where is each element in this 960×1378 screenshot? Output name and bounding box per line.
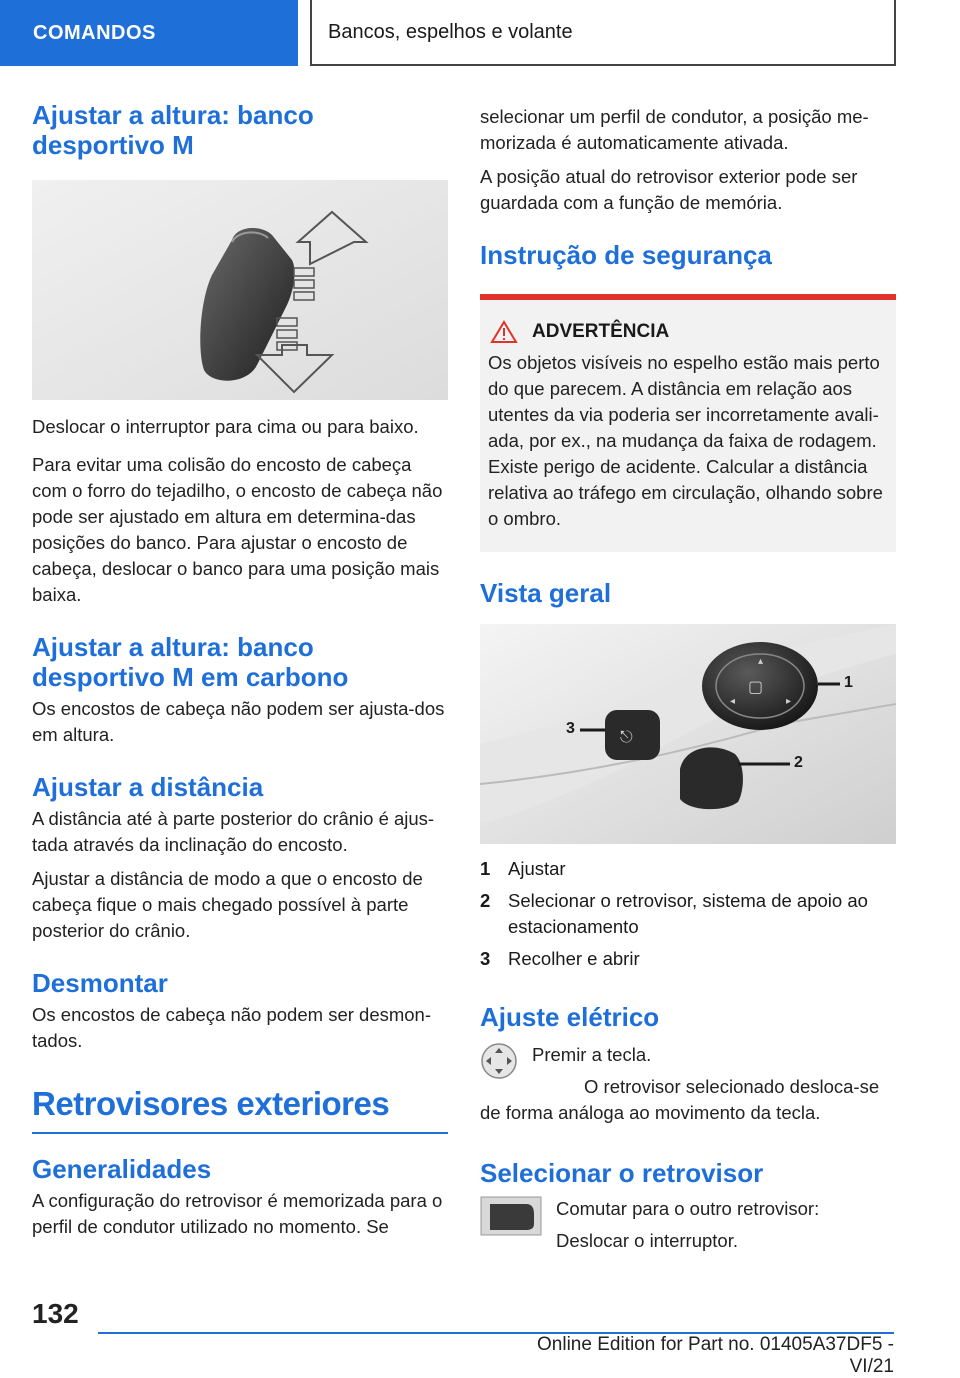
svg-text:▴: ▴ — [758, 656, 764, 667]
paragraph-move-switch: Deslocar o interruptor para cima ou para baixo. — [32, 416, 419, 437]
electric-adjust-block — [480, 1042, 896, 1126]
heading-remove: Desmontar — [32, 968, 168, 998]
right-column — [480, 104, 896, 1254]
paragraph-memory: A posição atual do retrovisor exterior pode ser guardada com a função de memória. — [480, 166, 858, 213]
headrest-switch-photo — [32, 180, 448, 400]
section-tab — [0, 0, 298, 66]
heading-overview: Vista geral — [480, 578, 612, 608]
section-title: COMANDOS — [33, 21, 156, 44]
headrest-switch-illustration — [32, 180, 448, 400]
heading-electric-adjust: Ajuste elétrico — [480, 1002, 660, 1032]
list-item: 3 Recolher e abrir — [480, 948, 640, 969]
svg-text:◂: ◂ — [730, 696, 736, 707]
paragraph-distance-1: A distância até à parte posterior do crânio é ajus-tada através da inclinação do encosto. — [32, 808, 435, 855]
paragraph-profile: selecionar um perfil de condutor, a posição me-morizada é automaticamente ativada. — [480, 106, 869, 153]
heading-distance: Ajustar a distância — [32, 772, 264, 802]
edition-label: Online Edition for Part no. 01405A37DF5 - VI/21 — [537, 1334, 894, 1377]
direction-pad-icon — [480, 1042, 518, 1085]
paragraph-toggle: Comutar para o outro retrovisor: — [556, 1198, 820, 1219]
paragraph-collision: Para evitar uma colisão do encosto de cabeça com o forro do tejadilho, o encosto de cabeça não pode ser ajustado em altura em determina-das posições do banco. Para ajustar o encosto de cabeça, deslocar o banco para uma posição mais baixa. — [32, 454, 443, 605]
left-column — [32, 100, 448, 1240]
page-number: 132 — [32, 1298, 79, 1329]
mirror-switch-icon — [480, 1196, 542, 1241]
list-item: 2 Selecionar o retrovisor, sistema de apoio ao estacionamento — [480, 890, 868, 937]
heading-height-sport-seat: Ajustar a altura: banco desportivo M — [32, 100, 314, 160]
warning-title: ADVERTÊNCIA — [532, 321, 670, 342]
svg-text:⎋: ⎋ — [620, 727, 633, 746]
chapter-title: Bancos, espelhos e volante — [328, 20, 573, 43]
paragraph-press: Premir a tecla. — [532, 1044, 652, 1065]
warning-header — [488, 320, 888, 344]
heading-exterior-mirrors: Retrovisores exteriores — [32, 1085, 390, 1122]
callout-1: 1 — [844, 674, 853, 691]
heading-safety: Instrução de segurança — [480, 240, 772, 270]
heading-height-carbon-seat: Ajustar a altura: banco desportivo M em carbono — [32, 632, 349, 692]
mirror-controls-illustration — [480, 624, 896, 844]
select-mirror-block — [480, 1196, 896, 1254]
paragraph-general: A configuração do retrovisor é memorizada para o perfil de condutor utilizado no momento. Se — [32, 1190, 443, 1237]
legend-list — [480, 856, 896, 972]
svg-text:▢: ▢ — [748, 677, 764, 696]
warning-triangle-icon — [490, 320, 518, 344]
svg-text:▸: ▸ — [786, 696, 792, 707]
warning-box — [480, 294, 896, 552]
heading-general: Generalidades — [32, 1154, 212, 1184]
paragraph-move-switch-2: Deslocar o interruptor. — [556, 1230, 739, 1251]
paragraph-moves: O retrovisor selecionado desloca-se de forma análoga ao movimento da tecla. — [480, 1076, 880, 1123]
paragraph-remove: Os encostos de cabeça não podem ser desmon-tados. — [32, 1004, 432, 1051]
list-item: 1 Ajustar — [480, 858, 566, 879]
heading-rule — [32, 1132, 448, 1134]
callout-2: 2 — [794, 754, 803, 771]
heading-select-mirror: Selecionar o retrovisor — [480, 1158, 764, 1188]
chapter-header — [310, 0, 896, 66]
paragraph-carbon: Os encostos de cabeça não podem ser ajusta-dos em altura. — [32, 698, 445, 745]
paragraph-distance-2: Ajustar a distância de modo a que o encosto de cabeça fique o mais chegado possível à parte posterior do crânio. — [32, 868, 423, 941]
mirror-controls-photo — [480, 624, 896, 844]
callout-3: 3 — [566, 720, 575, 737]
warning-text: Os objetos visíveis no espelho estão mais perto do que parecem. A distância em relação aos utentes da via poderia ser incorretamente avali-ada, por ex., na mudança da faixa de rodagem. Existe perigo de acidente. Calcular a distância relativa ao tráfego em circulação, olhando sobre o ombro. — [488, 352, 883, 529]
